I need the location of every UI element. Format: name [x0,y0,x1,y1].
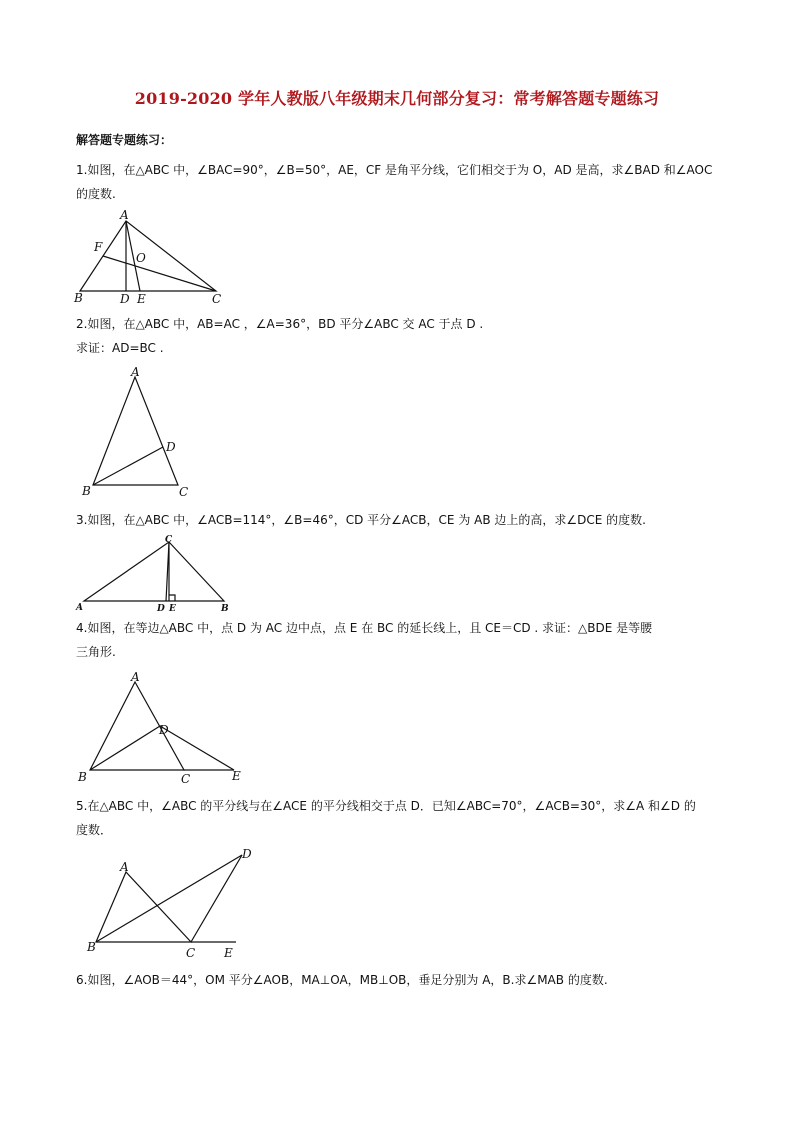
question-4 [76,616,726,664]
figure-3-triangle [72,535,237,615]
figure-1-triangle [70,205,230,310]
fig4-label-d: D [159,723,169,737]
figure-5-triangle [84,845,264,965]
fig1-triangle-abc [80,221,216,291]
fig1-label-b: B [74,291,83,305]
fig5-triangle-abc [96,872,191,942]
question-1 [76,158,726,206]
fig5-label-e: E [224,946,233,960]
fig5-label-a: A [120,860,129,874]
question-6-line-1: 6.如图，∠AOB＝44°，OM 平分∠AOB，MA⊥OA，MB⊥OB，垂足分别为 A，B.求∠MAB 的度数. [76,973,608,987]
fig4-label-b: B [78,770,87,784]
figure-4-triangle [74,668,254,788]
question-5 [76,794,726,842]
page-title: 2019-2020 学年人教版八年级期末几何部分复习：常考解答题专题练习 [134,89,660,108]
question-1-line-2: 的度数. [76,187,116,201]
fig3-label-b: B [221,604,229,614]
fig1-label-d: D [120,292,130,306]
fig1-bisector-cf [103,256,216,291]
fig3-label-e: E [169,604,176,614]
fig5-label-b: B [87,940,96,954]
question-5-line-1: 5.在△ABC 中，∠ABC 的平分线与在∠ACE 的平分线相交于点 D．已知∠ABC=70°，∠ACB=30°，求∠A 和∠D 的 [76,799,696,813]
fig3-label-d: D [157,604,165,614]
question-2-line-1: 2.如图，在△ABC 中，AB=AC ，∠A=36°，BD 平分∠ABC 交 AC 于点 D . [76,317,484,331]
fig2-label-b: B [82,484,91,498]
fig3-label-a: A [76,603,83,613]
fig5-bisector-cd [191,855,242,942]
fig1-label-c: C [212,292,222,306]
fig4-label-e: E [232,769,241,783]
fig1-label-o: O [136,251,146,265]
question-2-line-2: 求证：AD=BC . [76,341,164,355]
fig4-triangle-abc [90,682,184,770]
fig2-label-c: C [179,485,189,499]
question-2 [76,312,726,360]
fig5-bisector-bd [96,855,242,942]
fig2-label-d: D [166,440,176,454]
question-4-line-2: 三角形. [76,645,116,659]
fig2-triangle-abc [93,377,178,485]
fig5-label-d: D [242,847,252,861]
fig1-label-e: E [137,292,146,306]
question-1-line-1: 1.如图，在△ABC 中，∠BAC=90°，∠B=50°，AE，CF 是角平分线，它们相交于为 O，AD 是高，求∠BAD 和∠AOC [76,163,713,177]
fig4-label-a: A [131,670,140,684]
fig1-label-f: F [94,240,103,254]
question-5-line-2: 度数． [76,823,113,837]
section-heading: 解答题专题练习： [76,133,173,147]
question-4-line-1: 4.如图，在等边△ABC 中，点 D 为 AC 边中点，点 E 在 BC 的延长线上，且 CE＝CD . 求证：△BDE 是等腰 [76,621,653,635]
fig2-bisector-bd [93,447,163,485]
fig4-label-c: C [181,772,191,786]
fig1-label-a: A [120,208,129,222]
fig2-label-a: A [131,365,140,379]
fig3-triangle-abc [84,542,224,601]
question-3 [76,508,726,532]
fig3-label-c: C [165,535,173,545]
fig3-right-angle-mark [169,595,175,601]
fig4-segment-bd [90,726,160,770]
question-6 [76,968,726,992]
fig5-label-c: C [186,946,196,960]
figure-2-triangle [78,365,208,500]
question-3-line-1: 3.如图，在△ABC 中，∠ACB=114°，∠B=46°，CD 平分∠ACB，CE 为 AB 边上的高，求∠DCE 的度数. [76,513,646,527]
